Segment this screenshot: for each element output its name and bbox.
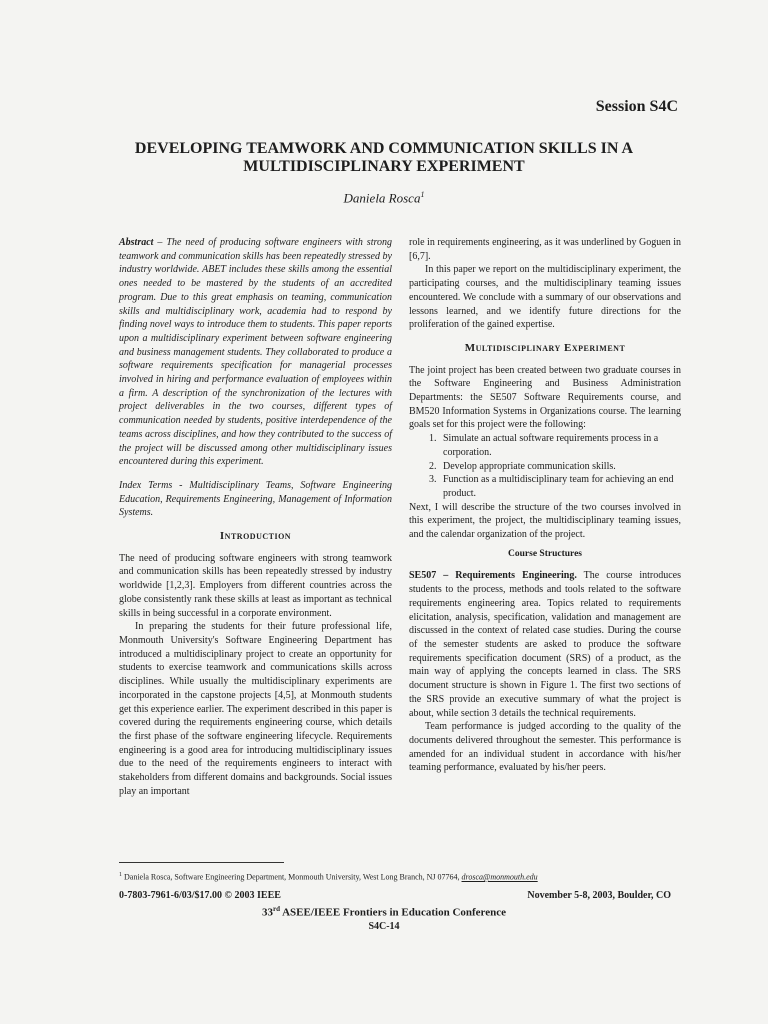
subsection-heading-course-structures: Course Structures bbox=[508, 548, 582, 559]
report-paragraph: In this paper we report on the multidisciplinary experiment, the participating courses, and the multidisciplinary teaming issues encountered. We conclude with a summary of our observations and lessons learned, and we identify future directions for the proliferation of the gained expertise. bbox=[409, 264, 681, 331]
abstract bbox=[119, 236, 392, 469]
footer-row bbox=[119, 890, 671, 901]
intro-continuation: role in requirements engineering, as it was underlined by Goguen in [6,7]. bbox=[409, 237, 681, 262]
intro-paragraph-2: In preparing the students for their future professional life, Monmouth University's Software Engineering Department has introduced a multidisciplinary project to create an opportunity for students to exercise teamwork and communications skills across disciplines. While usually the multidisciplinary experiments are incorporated in the capstone projects [4,5], at Monmouth students get this experience earlier. The experiment described in this paper is covered during the requirements engineering course, which details the first phase of the software engineering lifecycle. Requirements engineering is a good area for introducing multidisciplinary issues due to the need of the requirements engineers to interact with stakeholders from different domains and backgrounds. Social issues play an important bbox=[119, 621, 392, 797]
footer-conference bbox=[0, 905, 768, 919]
section-heading-introduction: Introduction bbox=[219, 530, 292, 543]
author-line bbox=[0, 190, 768, 206]
se507-label: SE507 – Requirements Engineering. bbox=[409, 570, 577, 582]
page-number: S4C-14 bbox=[368, 921, 400, 932]
session-label: Session S4C bbox=[595, 98, 678, 115]
footer-date: November 5-8, 2003, Boulder, CO bbox=[527, 890, 671, 901]
conference-ordinal: rd bbox=[272, 905, 280, 913]
paper-title bbox=[100, 140, 668, 176]
footnote-mark: 1 bbox=[119, 872, 122, 878]
goals-list bbox=[409, 432, 681, 501]
footer-isbn: 0-7803-7961-6/03/$17.00 © 2003 IEEE bbox=[119, 890, 281, 901]
index-terms: Index Terms - Multidisciplinary Teams, Software Engineering Education, Requirements Engineering, Management of Information Systems. bbox=[119, 479, 392, 519]
intro-paragraph-1: The need of producing software engineers with strong teamwork and communication skills has been repeatedly stressed by industry worldwide [1,2,3]. Employers from different countries across the globe consistently rank these skills at least as important as technical skills in being successful in a corporate environment. bbox=[119, 552, 392, 619]
footnote-divider bbox=[119, 862, 284, 863]
left-column bbox=[119, 236, 392, 798]
team-performance-paragraph: Team performance is judged according to the quality of the documents delivered throughout the semester. This performance is amended for an individual student in accordance with his/her teaming performance, evaluated by his/her peers. bbox=[409, 721, 681, 774]
author-name: Daniela Rosca bbox=[343, 190, 421, 206]
abstract-lead: Abstract bbox=[119, 237, 154, 248]
se507-paragraph bbox=[409, 569, 681, 720]
author-email-link[interactable]: drosca@monmouth.edu bbox=[461, 872, 538, 882]
footnote bbox=[119, 872, 679, 882]
author-footnote-mark: 1 bbox=[420, 190, 425, 199]
title-line-1: DEVELOPING TEAMWORK AND COMMUNICATION SKILLS IN A bbox=[134, 140, 634, 157]
se507-text: The course introduces students to the process, methods and tools related to the software requirements engineering area. Topics related to requirements elicitation, analysis, specification, validation and management are discussed in the context of related case studies. During the course of the semester students are asked to produce the software requirements specification document (SRS) of a product, as the main way of applying the concepts learned in class. The SRS document structure is shown in Figure 1. The first two sections of the SRS provide an executive summary of what the project is about, while section 3 details the technical requirements. bbox=[409, 570, 681, 719]
next-paragraph: Next, I will describe the structure of the two courses involved in this experiment, the project, the multidisciplinary teaming issues, and the calendar organization of the project. bbox=[409, 501, 681, 541]
goal-item: 2. Develop appropriate communication skills. bbox=[439, 460, 681, 474]
footnote-text: Daniela Rosca, Software Engineering Department, Monmouth University, West Long Branch, NJ 07764, bbox=[122, 872, 462, 882]
title-line-2: MULTIDISCIPLINARY EXPERIMENT bbox=[243, 158, 525, 175]
goal-item: 3. Function as a multidisciplinary team for achieving an end product. bbox=[439, 473, 681, 500]
conference-name: ASEE/IEEE Frontiers in Education Conference bbox=[279, 906, 507, 919]
section-heading-experiment: Multidisciplinary Experiment bbox=[464, 341, 626, 354]
abstract-text: – The need of producing software engineers with strong teamwork and communication skills has been repeatedly stressed by industry worldwide. ABET includes these skills among the essential ones needed to be mastered by the students of an accredited program. Due to this great emphasis on teaming, communication skills and multidisciplinary work, academia had to respond by finding novel ways to introduce them to students. This paper reports upon a multidisciplinary experiment between software engineering and business management students. They collaborated to produce a software requirements specification for managerial processes involved in hiring and performance evaluation of employees within a firm. A description of the synchronization of the lectures with project deliverables in the two courses, different types of communication needed by students, positive interdependence of the teams across disciplines, and how they contributed to the success of the project will be discussed among other multidisciplinary issues encountered during this experiment. bbox=[119, 237, 392, 468]
right-column bbox=[409, 236, 681, 775]
joint-project-paragraph: The joint project has been created between two graduate courses in the Software Engineering and Business Administration Departments: the SE507 Software Requirements course, and BM520 Information Systems in Organizations course. The learning goals set for this project were the following: bbox=[409, 364, 681, 431]
goal-item: 1. Simulate an actual software requirements process in a corporation. bbox=[439, 432, 681, 459]
conference-number: 33 bbox=[261, 906, 273, 919]
